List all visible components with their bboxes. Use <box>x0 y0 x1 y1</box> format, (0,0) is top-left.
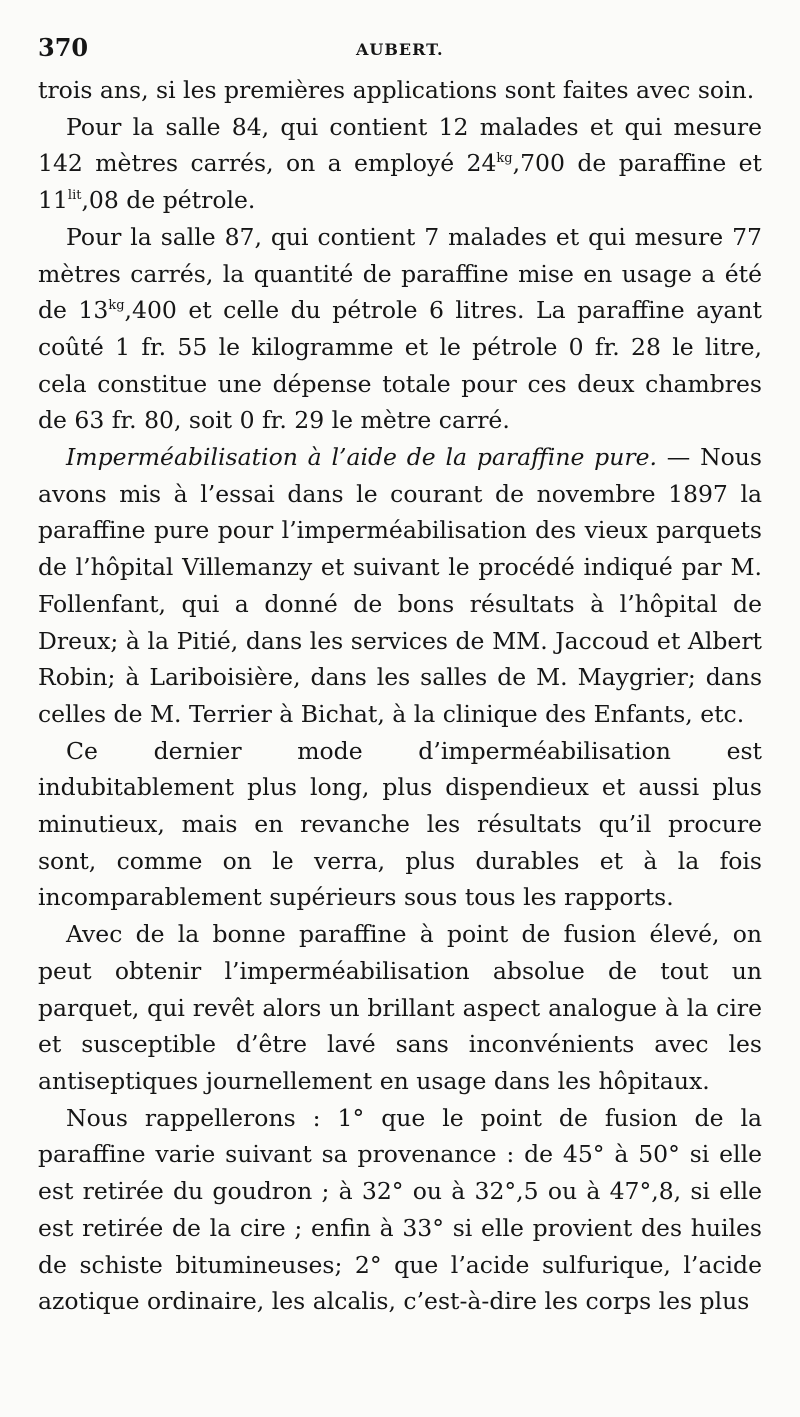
text-run: — Nous avons mis à l’essai dans le courant de novembre 1897 la paraffine pure pour l’imperméabilisation des vieux parquets de l’hôpital Villemanzy et suivant le procédé indiqué par M. Follenfant, qui a donné de bons résultats à l’hôpital de Dreux; à la Pitié, dans les services de MM. Jaccoud et Albert Robin; à Lariboisière, dans les salles de M. Maygrier; dans celles de M. Terrier à Bichat, à la clinique des Enfants, etc. <box>38 443 762 728</box>
page-number: 370 <box>38 33 89 62</box>
paragraph: Avec de la bonne paraffine à point de fusion élevé, on peut obtenir l’imperméabilisation absolue de tout un parquet, qui revêt alors un brillant aspect analogue à la cire et susceptible d’être lavé sans inconvénients avec les antiseptiques journellement en usage dans les hôpitaux. <box>38 920 762 1095</box>
text-run: ,700 de paraffine et 11 <box>38 149 762 215</box>
section-heading-italic: Imperméabilisation à l’aide de la paraffine pure. <box>66 443 657 472</box>
text-run: ,400 et celle du pétrole 6 litres. La paraffine ayant coûté 1 fr. 55 le kilogramme et le pétrole 0 fr. 28 le litre, cela constitue une dépense totale pour ces deux chambres de 63 fr. 80, soit 0 fr. 29 le mètre carré. <box>38 296 762 435</box>
text-run: Pour la salle 84, qui contient 12 malades et qui mesure 142 mètres carrés, on a employé 24 <box>38 112 762 178</box>
paragraph <box>38 219 762 439</box>
unit-superscript: kg <box>496 151 513 167</box>
page-header <box>38 33 762 73</box>
text-run: Pour la salle 87, qui contient 7 malades et qui mesure 77 mètres carrés, la quantité de paraffine mise en usage a été de 13 <box>38 222 762 325</box>
unit-superscript: lit <box>67 188 82 204</box>
paragraph: Nous rappellerons : 1° que le point de fusion de la paraffine varie suivant sa provenance : de 45° à 50° si elle est retirée du goudron ; à 32° ou à 32°,5 ou à 47°,8, si elle est retirée de la cire ; enfin à 33° si elle provient des huiles de schiste bitumineuses; 2° que l’acide sulfurique, l’acide azotique ordinaire, les alcalis, c’est-à-dire les corps les plus <box>38 1103 762 1316</box>
text-run: ,08 de pétrole. <box>81 186 256 215</box>
paragraph <box>38 109 762 219</box>
paragraph: Ce dernier mode d’imperméabilisation est indubitablement plus long, plus dispendieux et aussi plus minutieux, mais en revanche les résultats qu’il procure sont, comme on le verra, plus durables et à la fois incomparablement supérieurs sous tous les rapports. <box>38 736 762 912</box>
paragraph <box>38 439 762 733</box>
paragraph: trois ans, si les premières applications sont faites avec soin. <box>38 76 755 104</box>
running-head: AUBERT. <box>356 40 444 59</box>
unit-superscript: kg <box>108 298 125 314</box>
body-text <box>38 72 762 1320</box>
